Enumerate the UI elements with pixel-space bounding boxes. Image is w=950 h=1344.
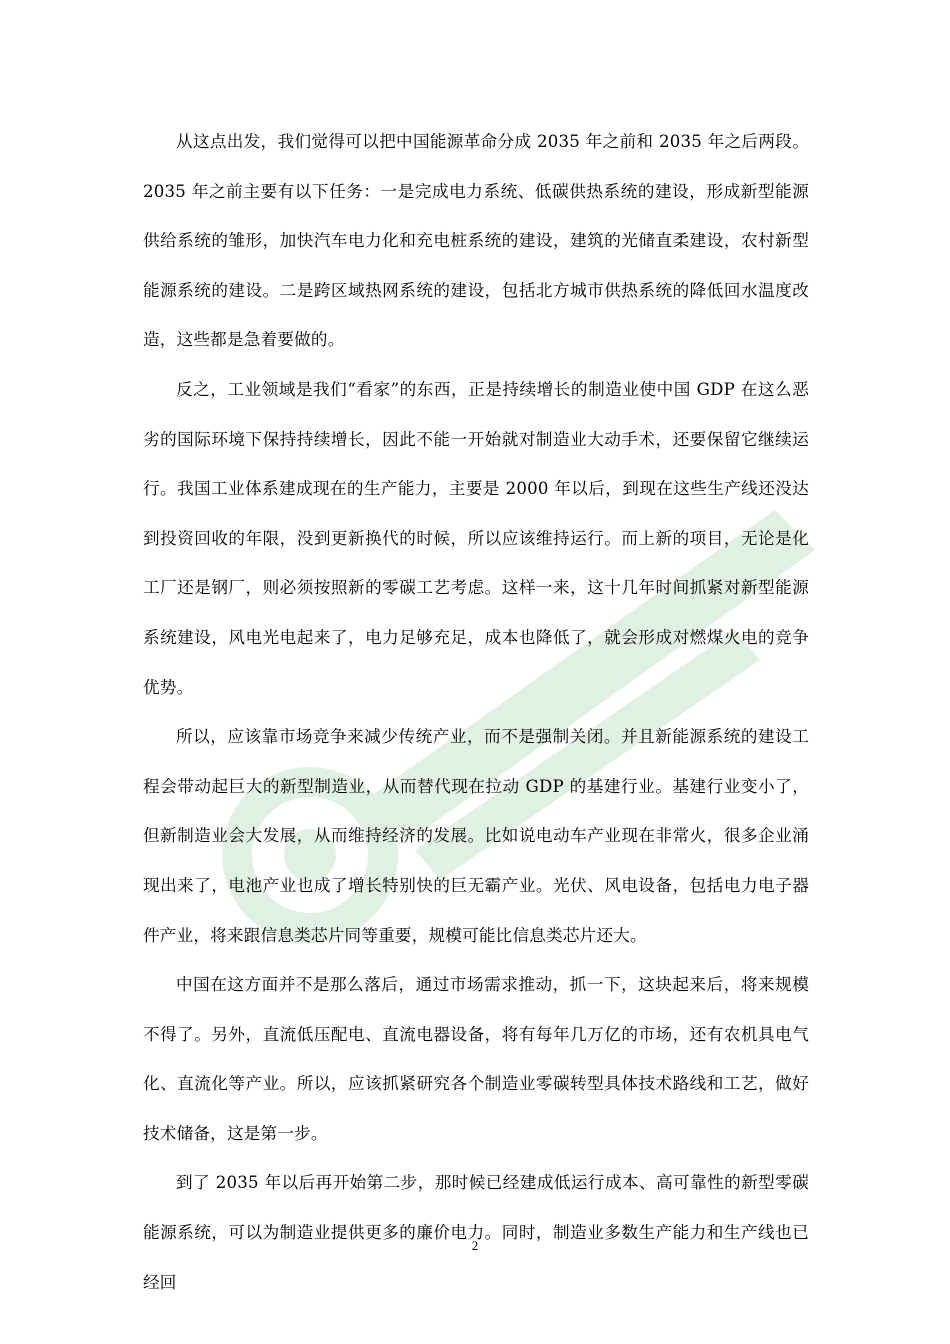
document-body bbox=[143, 117, 809, 1307]
paragraph: 中国在这方面并不是那么落后，通过市场需求推动，抓一下，这块起来后，将来规模不得了。另外，直流低压配电、直流电器设备，将有每年几万亿的市场，还有农机具电气化、直流化等产业。所以，应该抓紧研究各个制造业零碳转型具体技术路线和工艺，做好技术储备，这是第一步。 bbox=[143, 975, 809, 1143]
paragraph: 从这点出发，我们觉得可以把中国能源革命分成 2035 年之前和 2035 年之后两段。2035 年之前主要有以下任务：一是完成电力系统、低碳供热系统的建设，形成新型能源供给系统的雏形，加快汽车电力化和充电桩系统的建设，建筑的光储直柔建设，农村新型能源系统的建设。二是跨区域热网系统的建设，包括北方城市供热系统的降低回水温度改造，这些都是急着要做的。 bbox=[143, 132, 809, 350]
paragraph: 到了 2035 年以后再开始第二步，那时候已经建成低运行成本、高可靠性的新型零碳能源系统，可以为制造业提供更多的廉价电力。同时，制造业多数生产能力和生产线也已经回 bbox=[143, 1173, 809, 1292]
paragraph: 反之，工业领域是我们“看家”的东西，正是持续增长的制造业使中国 GDP 在这么恶劣的国际环境下保持持续增长，因此不能一开始就对制造业大动手术，还要保留它继续运行。我国工业体系建成现在的生产能力，主要是 2000 年以后，到现在这些生产线还没达到投资回收的年限，没到更新换代的时候，所以应该维持运行。而上新的项目，无论是化工厂还是钢厂，则必须按照新的零碳工艺考虑。这样一来，这十几年时间抓紧对新型能源系统建设，风电光电起来了，电力足够充足，成本也降低了，就会形成对燃煤火电的竞争优势。 bbox=[143, 379, 809, 697]
page-number: 2 bbox=[471, 1238, 479, 1253]
paragraph: 所以，应该靠市场竞争来减少传统产业，而不是强制关闭。并且新能源系统的建设工程会带动起巨大的新型制造业，从而替代现在拉动 GDP 的基建行业。基建行业变小了，但新制造业会大发展，从而维持经济的发展。比如说电动车产业现在非常火，很多企业涌现出来了，电池产业也成了增长特别快的巨无霸产业。光伏、风电设备，包括电力电子器件产业，将来跟信息类芯片同等重要，规模可能比信息类芯片还大。 bbox=[143, 727, 809, 945]
